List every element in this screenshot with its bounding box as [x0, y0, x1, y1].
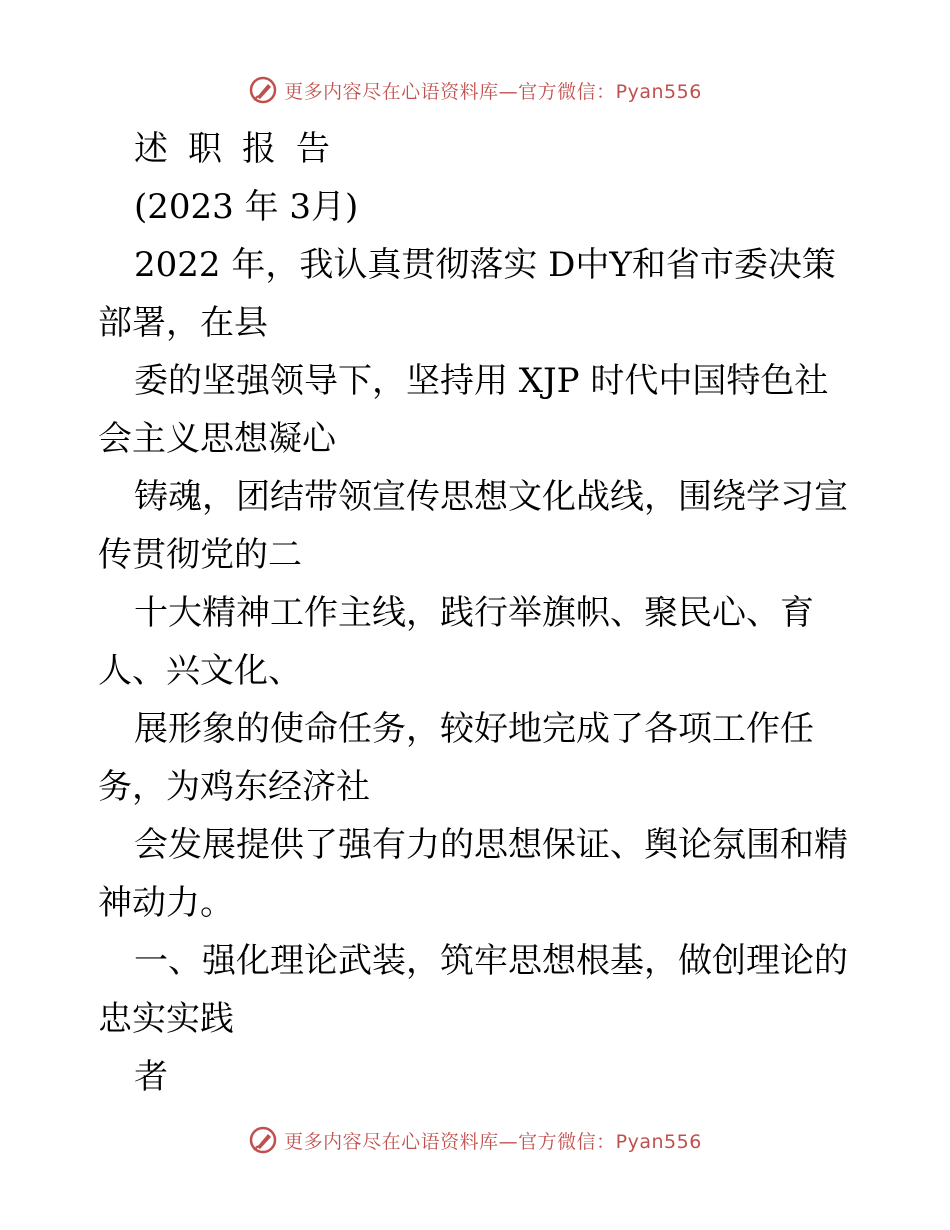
paragraph-line: 传贯彻党的二: [98, 535, 302, 575]
pen-logo-icon: [248, 1125, 278, 1155]
document-date: (2023 年 3月): [134, 187, 359, 227]
section-heading-line: 者: [134, 1057, 168, 1097]
watermark-label: 更多内容尽在心语资料库—官方微信：: [284, 1130, 616, 1153]
watermark-contact: Pyan556: [615, 1130, 702, 1153]
paragraph-line: 委的坚强领导下，坚持用 XJP 时代中国特色社: [134, 361, 829, 401]
watermark-text: [284, 1127, 702, 1154]
paragraph-line: 神动力。: [98, 883, 234, 923]
paragraph-line: 展形象的使命任务，较好地完成了各项工作任: [134, 709, 814, 749]
watermark-text: [284, 77, 702, 104]
watermark-contact: Pyan556: [615, 80, 702, 103]
document-title: 述职报告: [134, 129, 350, 169]
paragraph-line: 会主义思想凝心: [98, 419, 336, 459]
paragraph-line: 铸魂，团结带领宣传思想文化战线，围绕学习宣: [134, 477, 848, 517]
section-heading-line: 一、强化理论武装，筑牢思想根基，做创理论的: [134, 941, 848, 981]
paragraph-line: 2022 年，我认真贯彻落实 D中Y和省市委决策: [134, 245, 836, 285]
paragraph-line: 会发展提供了强有力的思想保证、舆论氛围和精: [134, 825, 848, 865]
document-body: [98, 120, 858, 1106]
paragraph-line: 人、兴文化、: [98, 651, 302, 691]
paragraph-line: 部署，在县: [98, 303, 268, 343]
watermark-label: 更多内容尽在心语资料库—官方微信：: [284, 80, 616, 103]
paragraph-line: 十大精神工作主线，践行举旗帜、聚民心、育: [134, 593, 814, 633]
watermark-banner-top: [0, 70, 950, 110]
pen-logo-icon: [248, 75, 278, 105]
paragraph-line: 务，为鸡东经济社: [98, 767, 370, 807]
watermark-banner-bottom: [0, 1120, 950, 1160]
section-heading-line: 忠实实践: [98, 999, 234, 1039]
